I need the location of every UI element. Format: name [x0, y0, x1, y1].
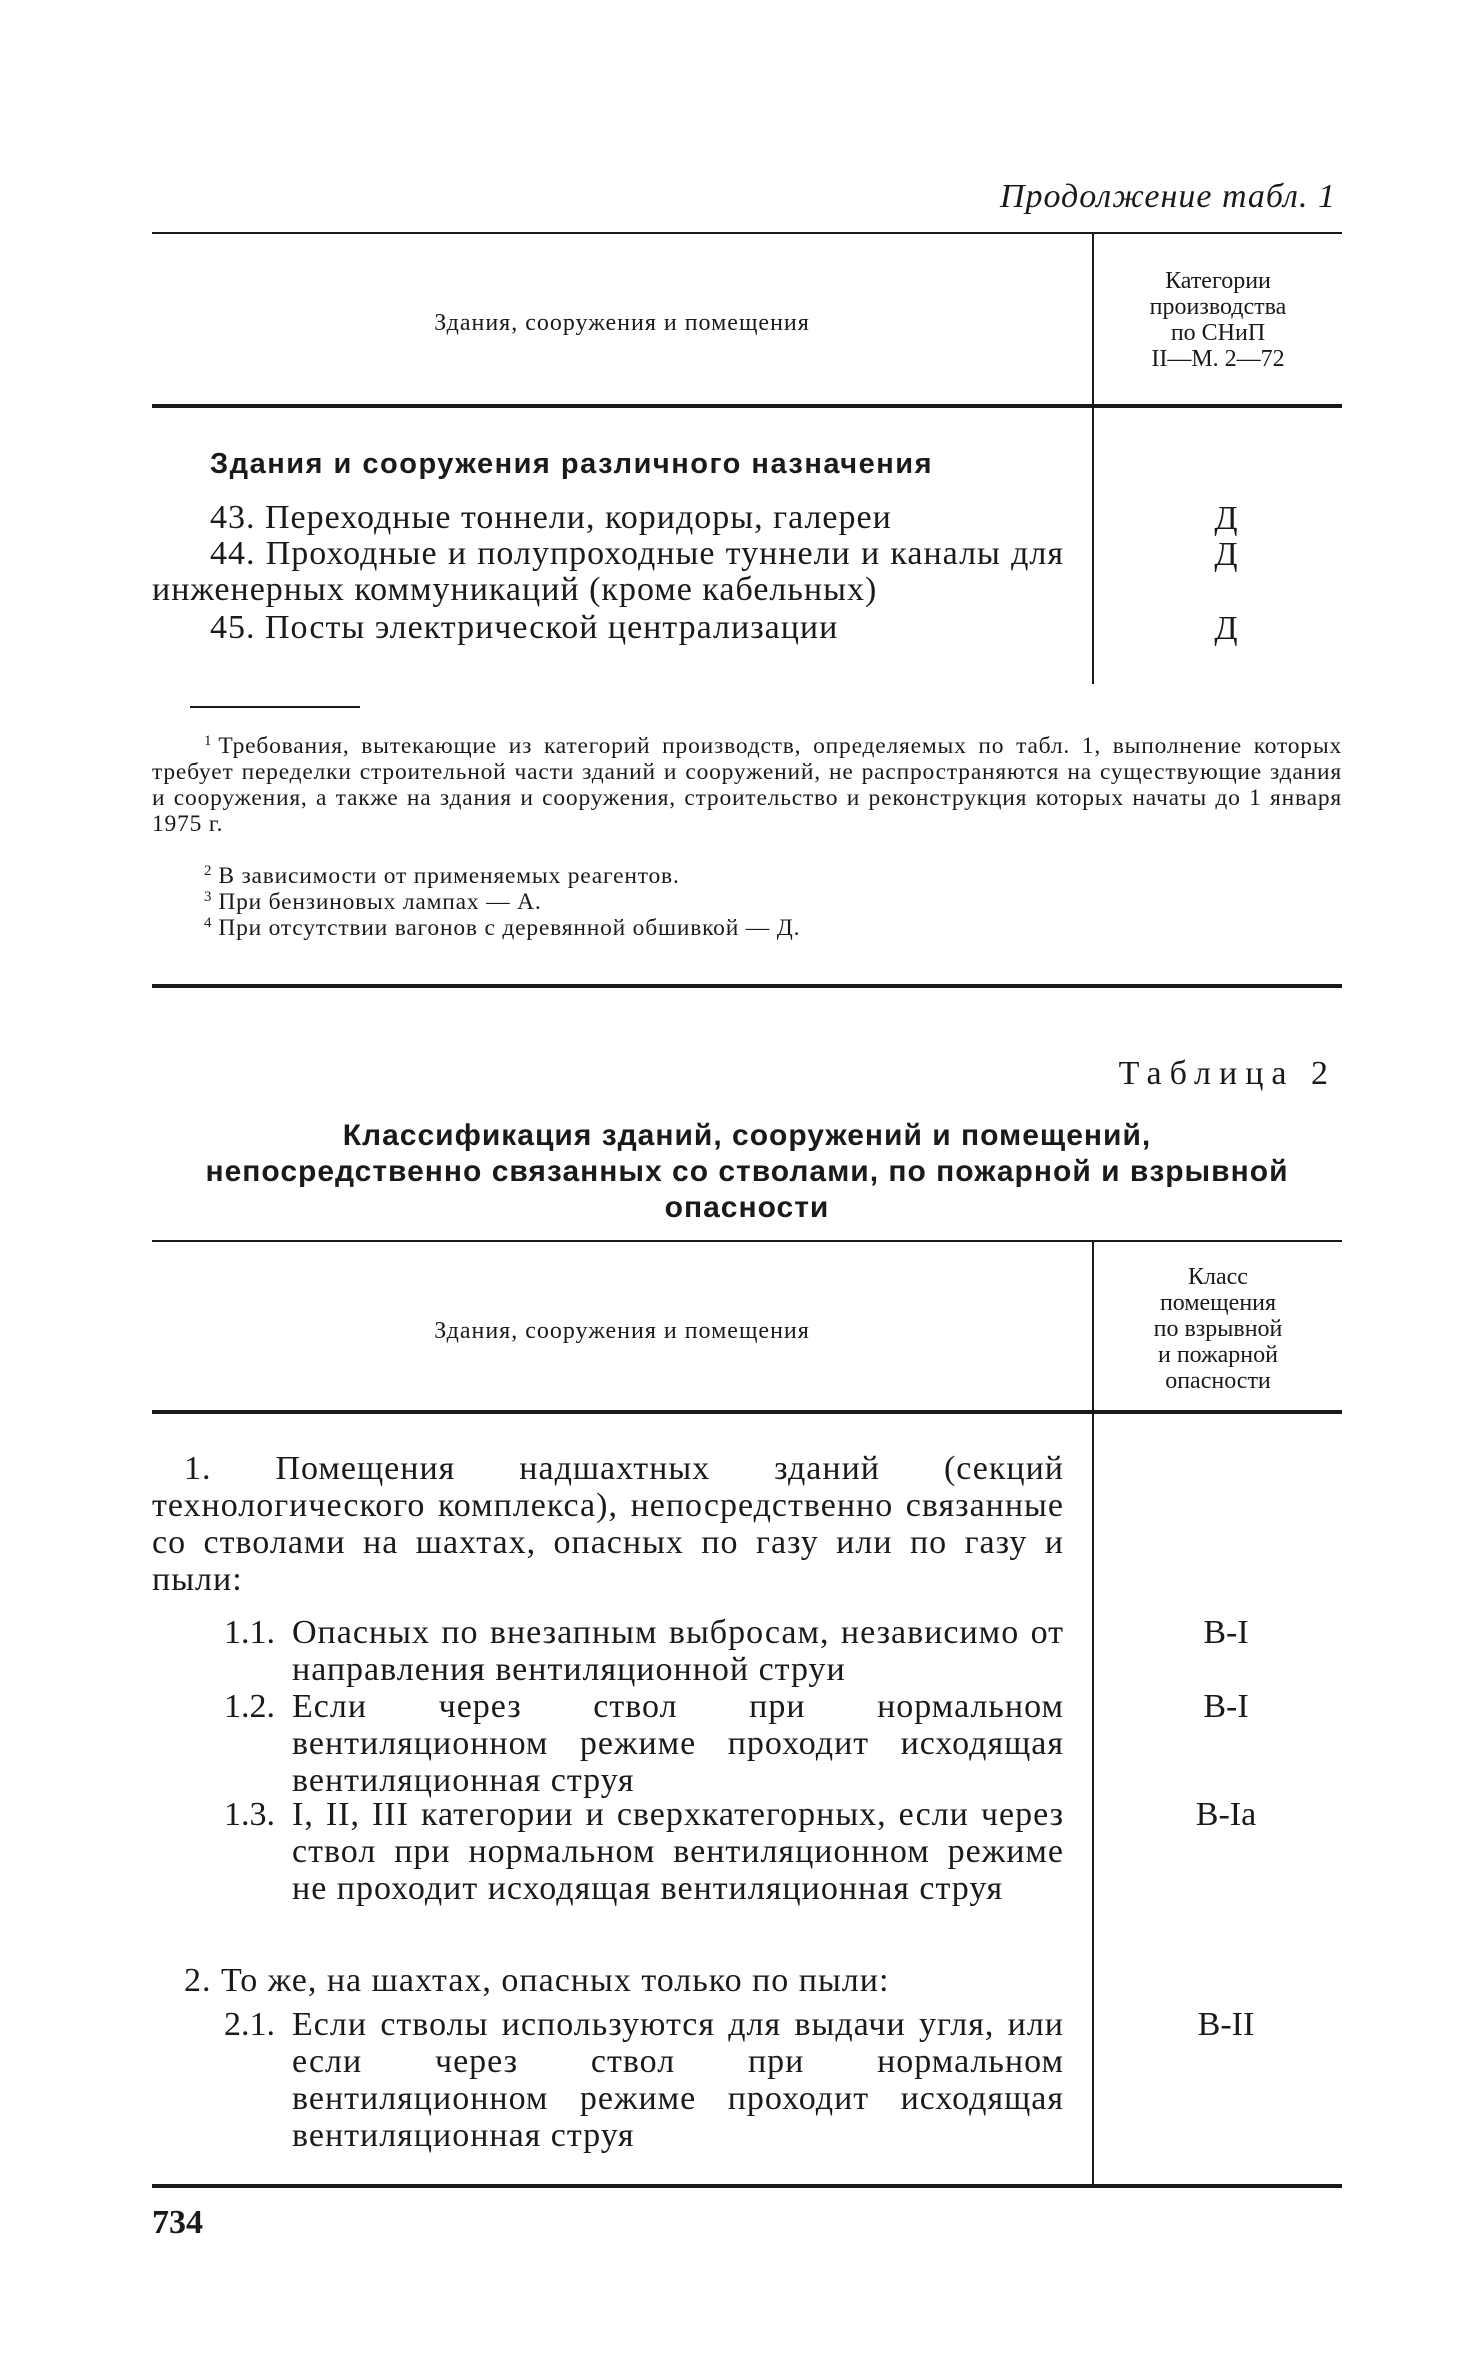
- row-number: 45.: [210, 609, 256, 646]
- item-number-1-3: 1.3.: [224, 1796, 275, 1833]
- header-line: II—М. 2—72: [1151, 346, 1285, 372]
- table1-category-43: Д: [1214, 500, 1238, 537]
- table1-category-45: Д: [1214, 610, 1238, 647]
- title-line: непосредственно связанных со стволами, по пожарной и взрывной: [205, 1155, 1289, 1188]
- header-line: Класс: [1188, 1264, 1248, 1290]
- row-text: Переходные тоннели, коридоры, галереи: [265, 499, 892, 536]
- table1-body-divider: [1092, 408, 1094, 684]
- footnote-text: При отсутствии вагонов с деревянной обшивкой — Д.: [218, 915, 801, 941]
- header-line: Категории: [1165, 268, 1271, 294]
- table1-row-45: [210, 610, 1070, 646]
- footnote-text: Требования, вытекающие из категорий производств, определяемых по табл. 1, выполнение которых требует переделки строительной части зданий и сооружений, не распространяются на существующие здания и сооружения, а также на здания и сооружения, строительство и реконструкция которых начаты до 1 января 1975 г.: [152, 733, 1342, 837]
- table2-item-2: 2. То же, на шахтах, опасных только по пыли:: [184, 1962, 890, 1999]
- header-line: опасности: [1165, 1368, 1271, 1394]
- table2-label: Таблица 2: [1118, 1055, 1336, 1092]
- footnote-text: В зависимости от применяемых реагентов.: [218, 863, 680, 889]
- table1-top-rule: [152, 232, 1342, 234]
- footnote-rule: [190, 706, 360, 708]
- table2-item-1-2: Если через ствол при нормальном вентиляционном режиме проходит исходящая вентиляционная струя: [292, 1688, 1064, 1799]
- table2-class-1-3: В-Iа: [1195, 1796, 1257, 1833]
- title-line: Классификация зданий, сооружений и помещений,: [342, 1119, 1152, 1152]
- table2-item-1: 1. Помещения надшахтных зданий (секций технологического комплекса), непосредственно связанные со стволами на шахтах, опасных по газу или по газу и пыли:: [152, 1450, 1064, 1598]
- page-number: 734: [152, 2204, 203, 2241]
- table2-header-rule: [152, 1410, 1342, 1414]
- table2-bottom-rule: [152, 2184, 1342, 2188]
- header-line: и пожарной: [1157, 1342, 1278, 1368]
- table-continuation-caption: Продолжение табл. 1: [999, 178, 1336, 215]
- row-text: Посты электрической централизации: [265, 609, 839, 646]
- table1-header-right: [1094, 268, 1342, 372]
- table1-row-44: [152, 536, 1064, 608]
- table2-class-2-1: В-II: [1197, 2006, 1255, 2043]
- table2-top-rule: [152, 1240, 1342, 1242]
- table2-class-1-2: В-I: [1203, 1688, 1249, 1725]
- table2-body-divider: [1092, 1414, 1094, 2184]
- row-number: 43.: [210, 499, 256, 536]
- row-text: Проходные и полупроходные туннели и каналы для инженерных коммуникаций (кроме кабельных): [152, 535, 1065, 608]
- footnote-mark: 4: [204, 915, 213, 931]
- item-number-1-1: 1.1.: [224, 1614, 275, 1651]
- table2-title: [152, 1118, 1342, 1226]
- section-title: Здания и сооружения различного назначения: [210, 448, 933, 480]
- footnote-mark: 2: [204, 863, 213, 879]
- footnote-mark: 3: [204, 889, 213, 905]
- table2-item-1-1: Опасных по внезапным выбросам, независимо от направления вентиляционной струи: [292, 1614, 1064, 1688]
- footnote-4: [204, 910, 1342, 941]
- table1-row-43: [210, 500, 1070, 536]
- header-line: помещения: [1159, 1290, 1277, 1316]
- table2-header-left: Здания, сооружения и помещения: [434, 1318, 810, 1344]
- page-section-rule: [152, 984, 1342, 988]
- footnote-mark: 1: [204, 733, 213, 749]
- item-number-2-1: 2.1.: [224, 2006, 275, 2043]
- row-number: 44.: [210, 535, 256, 572]
- item-number-1-2: 1.2.: [224, 1688, 275, 1725]
- title-line: опасности: [664, 1191, 830, 1224]
- header-line: производства: [1149, 294, 1287, 320]
- footnote-1: [152, 728, 1342, 837]
- table1-header-rule: [152, 404, 1342, 408]
- header-line: по СНиП: [1170, 320, 1266, 346]
- table2-item-2-1: Если стволы используются для выдачи угля, или если через ствол при нормальном вентиляционном режиме проходит исходящая вентиляционная струя: [292, 2006, 1064, 2154]
- table1-category-44: Д: [1214, 536, 1238, 573]
- footnote-text: При бензиновых лампах — А.: [218, 889, 542, 915]
- header-line: по взрывной: [1153, 1316, 1283, 1342]
- table2-class-1-1: В-I: [1203, 1614, 1249, 1651]
- table1-header-left: Здания, сооружения и помещения: [434, 310, 810, 336]
- table2-item-1-3: I, II, III категории и сверхкатегорных, если через ствол при нормальном вентиляционном режиме не проходит исходящая вентиляционная струя: [292, 1796, 1064, 1907]
- table2-header-right: [1094, 1264, 1342, 1394]
